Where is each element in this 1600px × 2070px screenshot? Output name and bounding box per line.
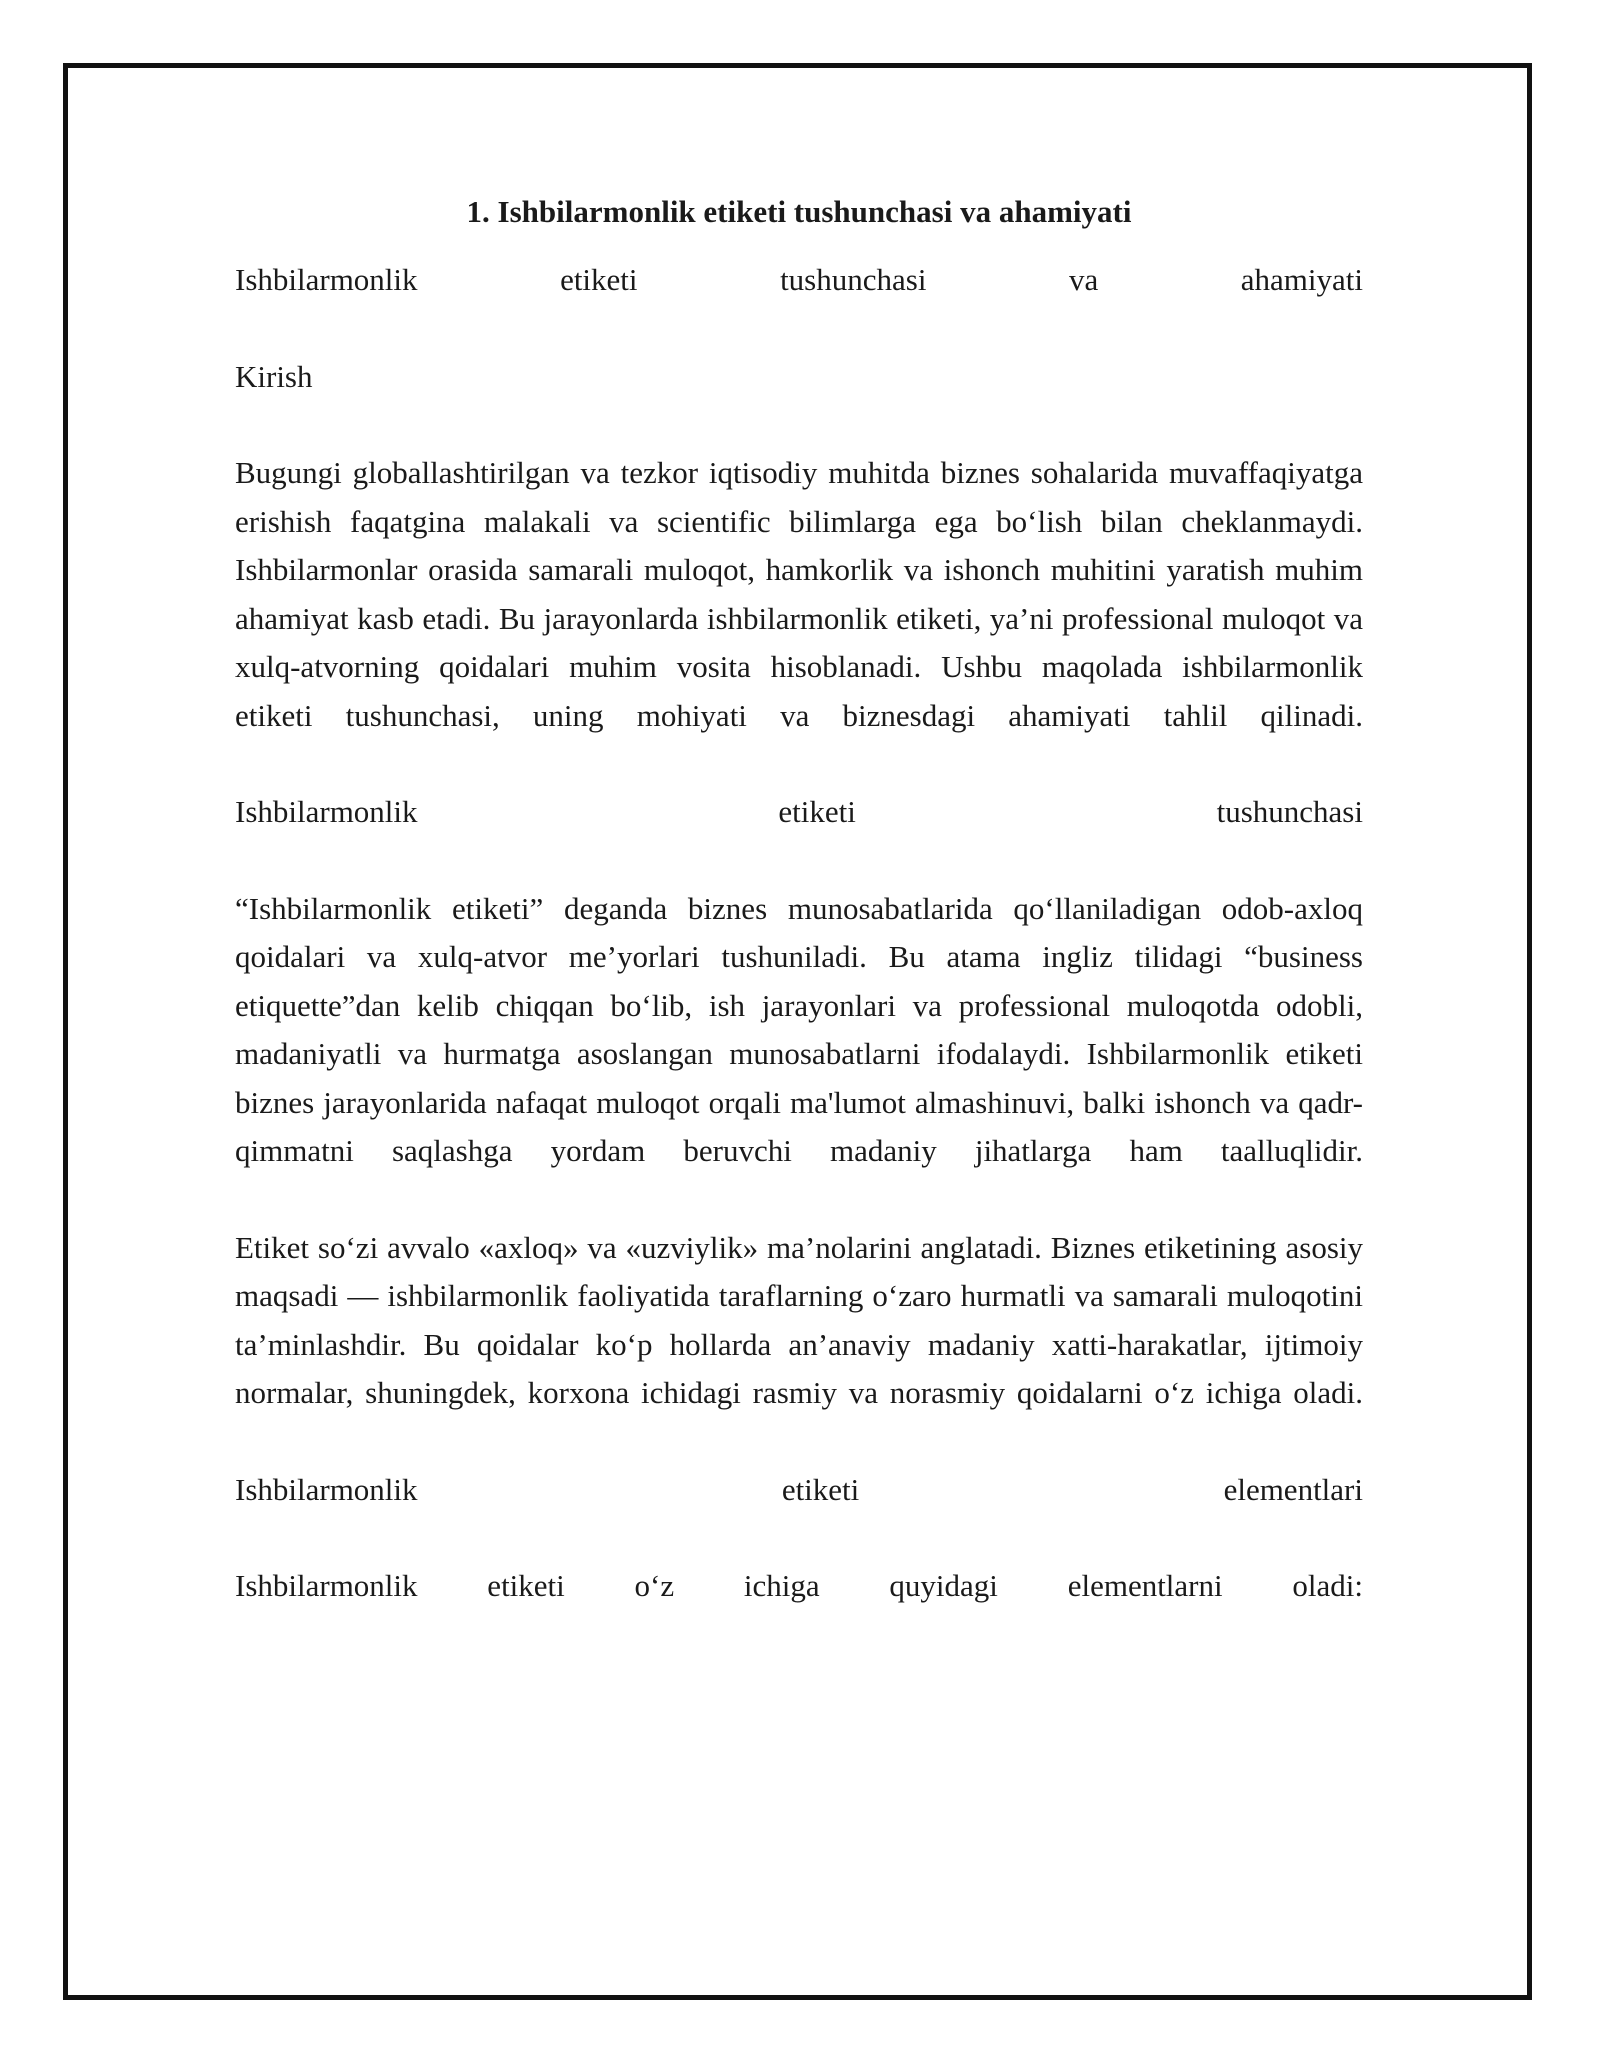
- paragraph-intro: Bugungi globallashtirilgan va tezkor iqtisodiy muhitda biznes sohalarida muvaffaqiyatga erishish faqatgina malakali va scientific bilimlarga ega bo‘lish bilan cheklanmaydi. Ishbilarmonlar orasida samarali muloqot, hamkorlik va ishonch muhitini yaratish muhim ahamiyat kasb etadi. Bu jarayonlarda ishbilarmonlik etiketi, ya’ni professional muloqot va xulq-atvorning qoidalari muhim vosita hisoblanadi. Ushbu maqolada ishbilarmonlik etiketi tushunchasi, uning mohiyati va biznesdagi ahamiyati tahlil qilinadi.: [235, 455, 1363, 733]
- paragraph-definition: “Ishbilarmonlik etiketi” deganda biznes munosabatlarida qo‘llaniladigan odob-axloq qoidalari va xulq-atvor me’yorlari tushuniladi. Bu atama ingliz tilidagi “business etiquette”dan kelib chiqqan bo‘lib, ish jarayonlari va professional muloqotda odobli, madaniyatli va hurmatga asoslangan munosabatlarni ifodalaydi. Ishbilarmonlik etiketi biznes jarayonlarida nafaqat muloqot orqali ma'lumot almashinuvi, balki ishonch va qadr-qimmatni saqlashga yordam beruvchi madaniy jihatlarga ham taalluqlidir.: [235, 890, 1363, 1168]
- paragraph-etiket: Etiket so‘zi avvalo «axloq» va «uzviylik» ma’nolarini anglatadi. Biznes etiketining asosiy maqsadi — ishbilarmonlik faoliyatida taraflarning o‘zaro hurmatli va samarali muloqotini ta’minlashdir. Bu qoidalar ko‘p hollarda an’anaviy madaniy xatti-harakatlar, ijtimoiy normalar, shuningdek, korxona ichidagi rasmiy va norasmiy qoidalarni o‘z ichiga oladi.: [235, 1229, 1363, 1410]
- paragraph-heading-3: Ishbilarmonlik etiketi elementlari: [235, 1471, 1363, 1507]
- paragraph-elements-intro: Ishbilarmonlik etiketi o‘z ichiga quyidagi elementlarni oladi:: [235, 1568, 1363, 1603]
- document-body: [235, 188, 1363, 1659]
- document-title: 1. Ishbilarmonlik etiketi tushunchasi va ahamiyati: [466, 194, 1132, 229]
- paragraph-heading-2: Ishbilarmonlik etiketi tushunchasi: [235, 794, 1363, 829]
- paragraph-kirish: Kirish: [235, 358, 313, 394]
- paragraph-heading-1: Ishbilarmonlik etiketi tushunchasi va ahamiyati: [235, 262, 1363, 297]
